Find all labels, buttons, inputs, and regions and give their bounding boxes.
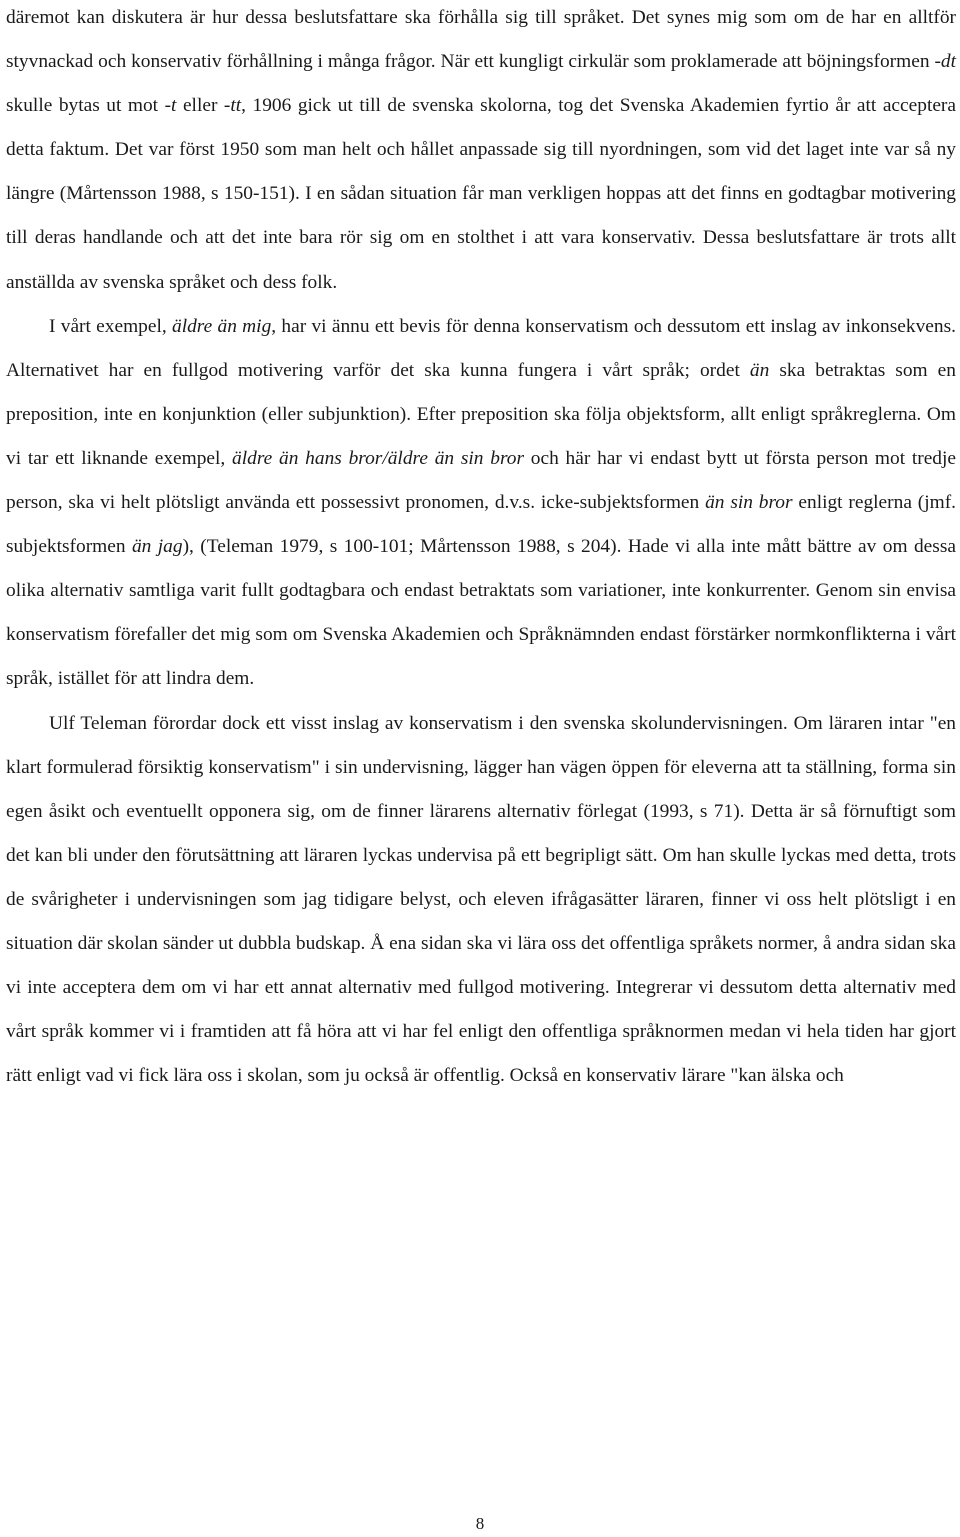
italic-text-run: -t (164, 95, 177, 117)
body-text (6, 0, 956, 1098)
italic-text-run: än (749, 359, 770, 381)
text-run: ), (Teleman 1979, s 100-101; Mårtensson 1988, s 204). Hade vi alla inte mått bättre av om dessa olika alternativ samtliga varit fullt godtagbara och endast betraktats som variationer, inte konkurrenter. Genom sin envisa konservatism förefaller det mig som om Svenska Akademien och Språknämnden endast förstärker normkonflikterna i vårt språk, istället för att lindra dem. (6, 536, 956, 690)
text-run: I vårt exempel, (49, 315, 172, 337)
text-run: , 1906 gick ut till de svenska skolorna, tog det Svenska Akademien fyrtio år att acceptera detta faktum. Det var först 1950 som man helt och hållet anpassade sig till nyordningen, som vid det laget inte var så ny längre (Mårtensson 1988, s 150-151). I en sådan situation får man verkligen hoppas att det finns en godtagbar motivering till deras handlande och att det inte bara rör sig om en stolthet i att vara konservativ. Dessa beslutsfattare är trots allt anställda av svenska språket och dess folk. (6, 95, 956, 293)
text-run: eller (176, 95, 224, 117)
paragraph-2 (6, 305, 956, 702)
text-run: ska betraktas som en preposition, inte en konjunktion (eller subjunktion). Efter preposition ska följa objektsform, allt enligt språkreglerna. Om vi tar ett liknande exempel, (6, 359, 956, 469)
text-run: däremot kan diskutera är hur dessa beslutsfattare ska förhålla sig till språket. Det synes mig som om de har en alltför styvnackad och konservativ förhållning i många frågor. När ett kungligt cirkulär som proklamerade att böjningsformen (6, 7, 956, 73)
text-run: och här har vi endast bytt ut första person mot tredje person, ska vi helt plötsligt använda ett possessivt pronomen, d.v.s. icke-subjektsformen (6, 447, 956, 514)
italic-text-run: -dt (934, 51, 956, 73)
text-run: , har vi ännu ett bevis för denna konservatism och dessutom ett inslag av inkonsekvens. Alternativet har en fullgod motivering varför det ska kunna fungera i vårt språk; ordet (6, 315, 956, 381)
paragraph-3 (6, 702, 956, 1099)
italic-text-run: äldre än mig (172, 315, 272, 337)
text-run: Ulf Teleman förordar dock ett visst inslag av konservatism i den svenska skolundervisningen. Om läraren intar "en klart formulerad försiktig konservatism" i sin undervisning, lägger han vägen öppen för eleverna att ta ställning, forma sin egen åsikt och eventuellt opponera sig, om de finner lärarens alternativ förlegat (1993, s 71). Detta är så förnuftigt som det kan bli under den förutsättning att läraren lyckas undervisa på ett begripligt sätt. Om han skulle lyckas med detta, trots de svårigheter i undervisningen som jag tidigare belyst, och eleven ifrågasätter läraren, finner vi oss helt plötsligt i en situation där skolan sänder ut dubbla budskap. Å ena sidan ska vi lära oss det offentliga språkets normer, å andra sidan ska vi inte acceptera dem om vi har ett annat alternativ med fullgod motivering. Integrerar vi dessutom detta alternativ med vårt språk kommer vi i framtiden att få höra att vi har fel enligt den offentliga språknormen medan vi hela tiden har gjort rätt enligt vad vi fick lära oss i skolan, som ju också är offentlig. Också en konservativ lärare "kan älska och (6, 712, 956, 1087)
italic-text-run: än jag (131, 536, 183, 558)
paragraph-1 (6, 0, 956, 305)
text-run: skulle bytas ut mot (6, 95, 165, 117)
italic-text-run: än sin bror (705, 492, 793, 514)
italic-text-run: -tt (223, 95, 242, 117)
text-run: enligt reglerna (jmf. subjektsformen (6, 492, 957, 558)
page-number: 8 (475, 1514, 485, 1533)
italic-text-run: äldre än hans bror/äldre än sin bror (232, 447, 525, 469)
